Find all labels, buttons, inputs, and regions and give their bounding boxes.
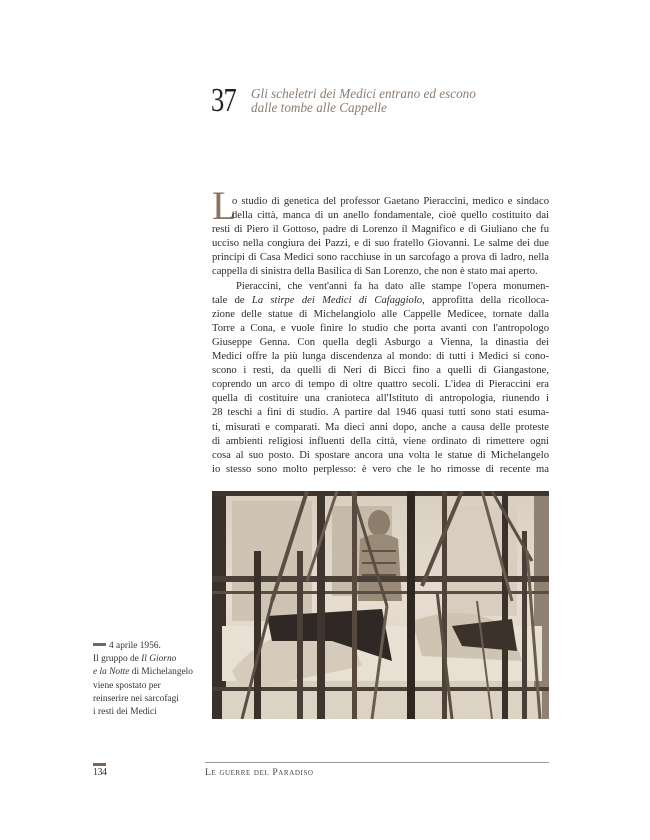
caption-line [93, 653, 213, 666]
body-text [212, 195, 549, 477]
text-run: Il gruppo de [93, 654, 142, 665]
chapter-title-line: Gli scheletri dei Medici entrano ed escono [251, 86, 476, 101]
text-run: di Michelangelo [129, 667, 193, 678]
text-line: cappella di sinistra della Basilica di San Lorenzo, che non è stato mai aperto. [212, 266, 538, 278]
text-line: principi di Casa Medici sono racchiuse in un sarcofago a prova di ladro, nella [212, 252, 549, 264]
chapter-title [251, 87, 541, 115]
caption-date: 4 aprile 1956. [109, 641, 161, 651]
text-line: zione delle statue di Michelangiolo alle Cappelle Medicee, tornate dalla [212, 308, 549, 320]
running-title: Le guerre del Paradiso [205, 767, 314, 778]
text-line: coprendo un arco di tempo di oltre quattro secoli. L'idea di Pieraccini era [212, 379, 549, 391]
text-line: cosa al suo posto. Di spostare ancora una volta le statue di Michelangelo [212, 449, 549, 461]
text-line: ti, misurati e comparati. Ma dieci anni dopo, anche a causa delle proteste [212, 421, 549, 433]
paragraph-2 [212, 280, 549, 477]
caption-line [93, 666, 213, 679]
photo-caption [93, 640, 213, 719]
artwork-title-italic: Il Giorno [141, 654, 177, 665]
historical-photo [212, 491, 549, 719]
text-line: Pieraccini, che vent'anni fa ha dato alle stampe l'opera monumen- [236, 280, 549, 292]
text-line: Giuseppe Genna. Con quella degli Asburgo a Vienna, la dinastia dei [212, 336, 549, 348]
caption-dash-marker [93, 643, 106, 646]
text-line: ucciso nella congiura dei Pazzi, e di suo fratello Giovanni. Le salme dei due [212, 238, 549, 250]
caption-line: i resti dei Medici [93, 707, 157, 718]
chapter-title-line: dalle tombe alle Cappelle [251, 100, 387, 115]
caption-line: viene spostato per [93, 680, 161, 691]
paragraph-1 [212, 195, 549, 280]
chapter-number: 37 [211, 82, 236, 119]
caption-line: reinserire nei sarcofagi [93, 693, 179, 704]
book-title-italic: La stirpe dei Medici di Cafaggiolo [251, 294, 423, 306]
artwork-title-italic: e la Notte [93, 667, 130, 678]
text-line: resti di Piero il Gottoso, padre di Lorenzo il Magnifico e di Giuliano che fu [212, 224, 549, 236]
text-line: quella di costituire una cranioteca all'Istituto di antropologia, riunendo i [212, 393, 549, 405]
page-number: 134 [93, 767, 107, 778]
drop-cap: L [212, 183, 237, 228]
text-line: Torre a Cona, e vuole finire lo studio che porta avanti con l'antropologo [212, 322, 549, 334]
page-number-marker [93, 763, 106, 766]
text-line: 28 teschi a fini di studio. A partire dal 1946 quasi tutti sono stati esuma- [212, 407, 549, 419]
photo-illustration [212, 491, 549, 719]
text-line: o studio di genetica del professor Gaetano Pieraccini, medico e sindaco [232, 196, 549, 207]
text-line: io stesso sono molto perplesso: è vero che le ho rimosse di recente ma [212, 463, 549, 475]
footer-rule [205, 762, 549, 763]
text-run: tale de [212, 294, 252, 306]
text-line: di ambienti religiosi influenti della città, viene ordinato di rimettere ogni [212, 435, 549, 447]
text-line: della città, manca di un anello fondamentale, cioè quello costituito dai [232, 210, 549, 222]
caption-line [93, 640, 213, 653]
text-line [212, 294, 549, 308]
text-run: , approfitta della ricolloca- [422, 294, 549, 306]
text-line: scono i resti, da quelli di Neri di Bicci fino a quelli di Giangastone, [212, 365, 549, 377]
text-line: Medici offre la più lunga discendenza al mondo: di tutti i Medici si cono- [212, 351, 549, 363]
